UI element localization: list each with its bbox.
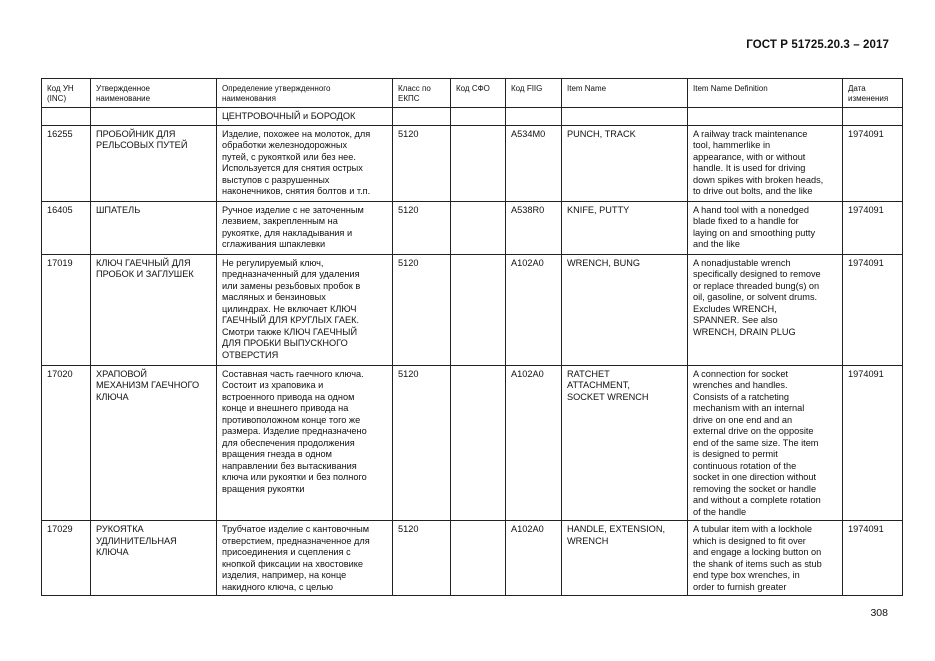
cell-inc: 16405 [42, 201, 91, 254]
cell-fiig: A102A0 [506, 254, 562, 365]
col-header-name-ru: Утвержденное наименование [91, 79, 217, 108]
col-header-definition-ru: Определение утвержденного наименования [217, 79, 393, 108]
cell-definition-ru: Трубчатое изделие с кантовочным отверстием, предназначенное для присоединения и сцепления с кнопкой фиксации на хвостовике изделия, например, на конце накидного ключа, с целью [217, 521, 393, 596]
table-row-continuation [42, 108, 903, 126]
cell-sfo [451, 125, 506, 201]
cell-name-ru: ХРАПОВОЙ МЕХАНИЗМ ГАЕЧНОГО КЛЮЧА [91, 365, 217, 521]
page-number: 308 [870, 607, 888, 619]
cell-inc: 17029 [42, 521, 91, 596]
cell-class: 5120 [393, 125, 451, 201]
col-header-inc: Код УН (INC) [42, 79, 91, 108]
col-header-item-name: Item Name [562, 79, 688, 108]
col-header-date: Дата изменения [843, 79, 903, 108]
table-header-row [42, 79, 903, 108]
cell-name-ru: ПРОБОЙНИК ДЛЯ РЕЛЬСОВЫХ ПУТЕЙ [91, 125, 217, 201]
cell-date: 1974091 [843, 365, 903, 521]
continuation-text: ЦЕНТРОВОЧНЫЙ и БОРОДОК [217, 108, 393, 126]
cell-class: 5120 [393, 201, 451, 254]
cell-class: 5120 [393, 521, 451, 596]
cell-inc: 17020 [42, 365, 91, 521]
cell-item-definition: A nonadjustable wrench specifically designed to remove or replace threaded bung(s) on oil, gasoline, or solvent drums. Excludes WRENCH, SPANNER. See also WRENCH, DRAIN PLUG [688, 254, 843, 365]
cell-class: 5120 [393, 254, 451, 365]
cell-inc: 17019 [42, 254, 91, 365]
cell-item-definition: A railway track maintenance tool, hammerlike in appearance, with or without handle. It is used for driving down spikes with broken heads, to drive out bolts, and the like [688, 125, 843, 201]
cell-sfo [451, 365, 506, 521]
cell-date: 1974091 [843, 125, 903, 201]
cell-definition-ru: Не регулируемый ключ, предназначенный для удаления или замены резьбовых пробок в масляных и бензиновых цилиндрах. Не включает КЛЮЧ ГАЕЧНЫЙ ДЛЯ КРУГЛЫХ ГАЕК. Смотри также КЛЮЧ ГАЕЧНЫЙ ДЛЯ ПРОБКИ ВЫПУСКНОГО ОТВЕРСТИЯ [217, 254, 393, 365]
table-row [42, 201, 903, 254]
cell-name-ru: ШПАТЕЛЬ [91, 201, 217, 254]
cell-date: 1974091 [843, 201, 903, 254]
cell-item-name: WRENCH, BUNG [562, 254, 688, 365]
cell-item-name: RATCHET ATTACHMENT, SOCKET WRENCH [562, 365, 688, 521]
cell-item-name: PUNCH, TRACK [562, 125, 688, 201]
cell-definition-ru: Ручное изделие с не заточенным лезвием, закрепленным на рукоятке, для накладывания и сглаживания шпаклевки [217, 201, 393, 254]
cell-date: 1974091 [843, 254, 903, 365]
col-header-sfo: Код СФО [451, 79, 506, 108]
table-row [42, 254, 903, 365]
cell-inc: 16255 [42, 125, 91, 201]
cell-fiig: A102A0 [506, 365, 562, 521]
cell-sfo [451, 201, 506, 254]
cell-item-definition: A hand tool with a nonedged blade fixed to a handle for laying on and smoothing putty and the like [688, 201, 843, 254]
table-row [42, 365, 903, 521]
cell-definition-ru: Составная часть гаечного ключа. Состоит из храповика и встроенного привода на одном конце и внешнего привода на противоположном конце того же размера. Изделие предназначено для обеспечения продолжения вращения гнезда в одном направлении без вытаскивания ключа или рукоятки и без полного вращения рукоятки [217, 365, 393, 521]
cell-item-definition: A connection for socket wrenches and handles. Consists of a ratcheting mechanism with an internal drive on one end and an external drive on the opposite end of the same size. The item is designed to permit continuous rotation of the socket in one direction without removing the socket or handle and without a complete rotation of the handle [688, 365, 843, 521]
cell-fiig: A102A0 [506, 521, 562, 596]
cell-class: 5120 [393, 365, 451, 521]
cell-item-name: KNIFE, PUTTY [562, 201, 688, 254]
col-header-item-definition: Item Name Definition [688, 79, 843, 108]
document-title: ГОСТ Р 51725.20.3 – 2017 [746, 39, 889, 51]
cell-fiig: A538R0 [506, 201, 562, 254]
catalog-table [41, 78, 903, 596]
cell-sfo [451, 521, 506, 596]
cell-item-name: HANDLE, EXTENSION, WRENCH [562, 521, 688, 596]
col-header-fiig: Код FIIG [506, 79, 562, 108]
cell-item-definition: A tubular item with a lockhole which is designed to fit over and engage a locking button on the shank of items such as stub end type box wrenches, in order to furnish greater [688, 521, 843, 596]
table-row [42, 521, 903, 596]
cell-date: 1974091 [843, 521, 903, 596]
cell-fiig: A534M0 [506, 125, 562, 201]
cell-sfo [451, 254, 506, 365]
col-header-class: Класс по ЕКПС [393, 79, 451, 108]
cell-name-ru: РУКОЯТКА УДЛИНИТЕЛЬНАЯ КЛЮЧА [91, 521, 217, 596]
table-row [42, 125, 903, 201]
cell-definition-ru: Изделие, похожее на молоток, для обработки железнодорожных путей, с рукояткой или без нее. Используется для снятия острых выступов с разрушенных наконечников, снятия болтов и т.п. [217, 125, 393, 201]
cell-name-ru: КЛЮЧ ГАЕЧНЫЙ ДЛЯ ПРОБОК И ЗАГЛУШЕК [91, 254, 217, 365]
